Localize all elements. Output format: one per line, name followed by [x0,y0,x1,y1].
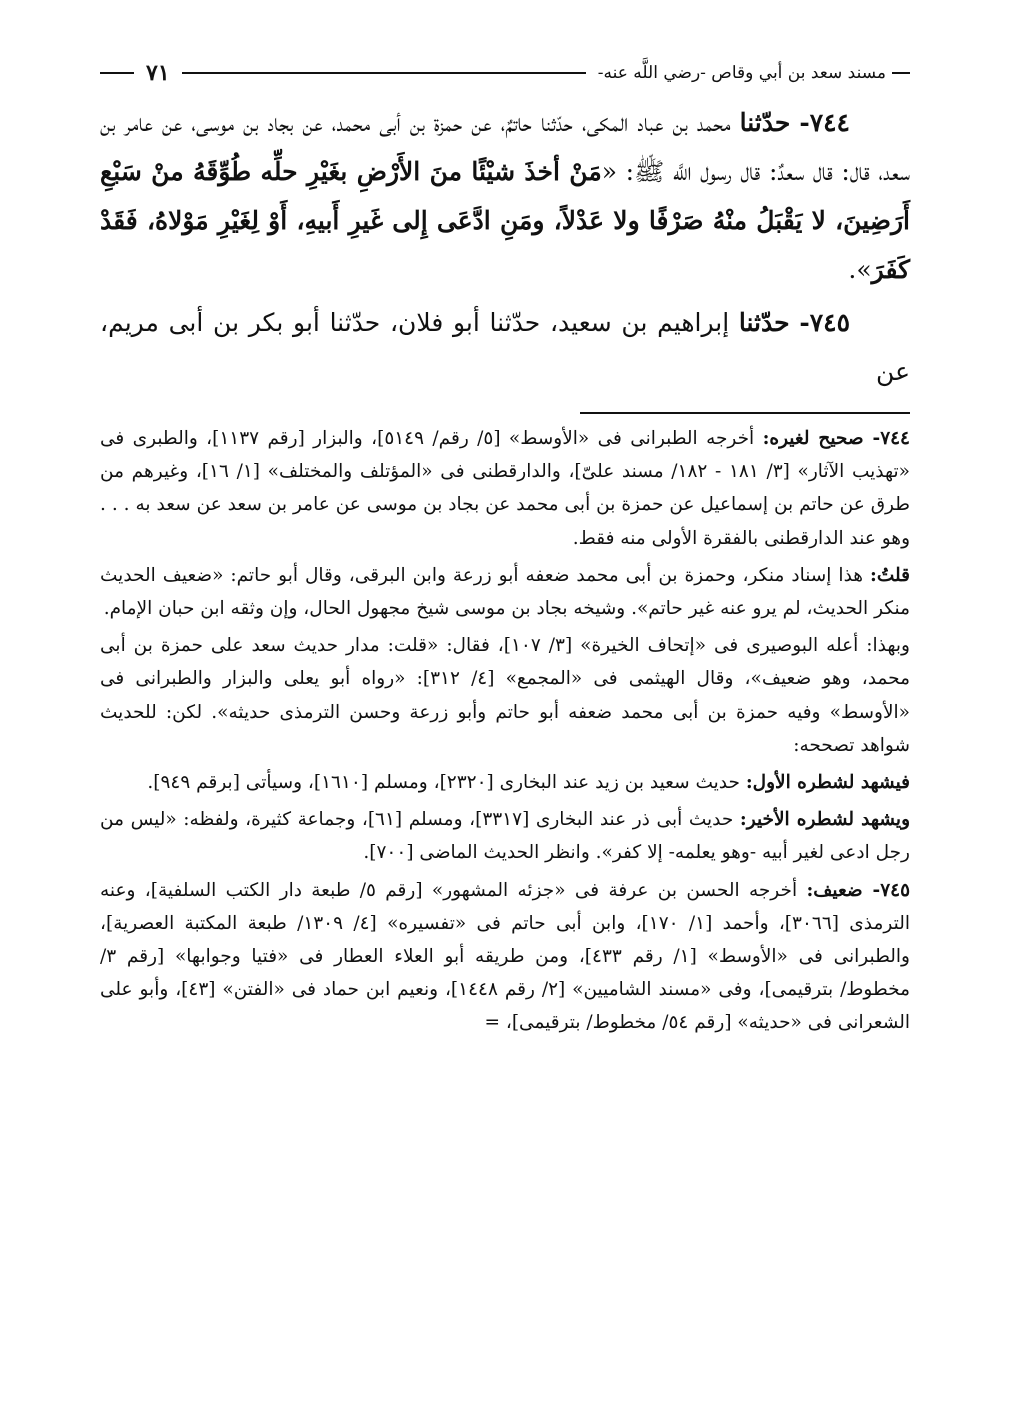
page-number: ٧١ [146,60,170,86]
footnote-qultu [100,559,910,625]
footnote-text: حديث أبى ذر عند البخارى [٣٣١٧]، ومسلم [٦١]، وجماعة كثيرة، ولفظه: «ليس من رجل ادعى لغير أبيه -وهو يعلمه- إلا كفر». وانظر الحديث الماضى [٧٠٠]. [100,809,910,864]
footnote-text: أخرجه الحسن بن عرفة فى «جزئه المشهور» [رقم ٥/ طبعة دار الكتب السلفية]، وعنه الترمذى [٣٠٦٦]، وأحمد [١/ ١٧٠]، وابن أبى حاتم فى «تفسيره» [٤/ ١٣٠٩/ طبعة المكتبة العصرية]، والطبرانى فى «الأوسط» [١/ رقم ٤٣٣]، ومن طريقه أبو العلاء العطار فى «فتيا وجوابها» [رقم ٣/ مخطوط/ بترقيمى]، وفى «مسند الشاميين» [٢/ رقم ١٤٤٨]، ونعيم ابن حماد فى «الفتن» [٤٣]، وأبو على الشعرانى فى «حديثه» [رقم ٥٤/ مخطوط/ بترقيمى]، = [100,879,911,1034]
running-header [100,60,910,86]
footnote-label: ويشهد لشطره الأخير: [739,809,911,831]
hadith-isnad: محمد بن عباد المكى، حدّثنا حاتمٌ، عن حمزة بن أبى محمد، عن بجاد بن موسى، عن عامر بن سعد، قال: قال سعدٌ: قال رسول اللَّه ﷺ: « [100,108,910,186]
page [100,60,910,1040]
footnote-label: فيشهد لشطره الأول: [745,772,910,794]
footnote-wabihadha [100,629,910,762]
header-dash [892,72,910,74]
hadith-close: ». [848,255,872,284]
footnote-745 [100,874,910,1040]
header-dash [100,72,134,74]
header-rule [182,72,586,74]
main-text [100,98,910,396]
hadith-744 [100,98,910,294]
hadith-number: ٧٤٥- [799,308,851,337]
footnotes [100,422,910,1040]
hadith-intro: حدّثنا [739,108,791,137]
hadith-number: ٧٤٤- [799,108,850,137]
running-title: مسند سعد بن أبي وقاص -رضي اللَّه عنه- [597,63,886,83]
footnote-separator [580,412,910,414]
footnote-shahid-1 [100,766,910,799]
hadith-intro: حدّثنا [738,308,790,337]
footnote-label: ٧٤٥- ضعيف: [806,879,911,901]
footnote-text: هذا إسناد منكر، وحمزة بن أبى محمد ضعفه أبو زرعة وابن البرقى، وقال أبو حاتم: «ضعيف الحديث منكر الحديث، لم يرو عنه غير حاتم». وشيخه بجاد بن موسى شيخ مجهول الحال، وإن وثقه ابن حبان الإمام. [100,564,910,620]
footnote-744 [100,422,910,555]
footnote-label: قلتُ: [870,564,910,586]
footnote-label: ٧٤٤- صحيح لغيره: [762,428,910,449]
footnote-text: أخرجه الطبرانى فى «الأوسط» [٥/ رقم/ ٥١٤٩]، والبزار [رقم ١١٣٧]، والطبرى فى «تهذيب الآثار» [٣/ ١٨١ - ١٨٢/ مسند علىّ]، والدارقطنى فى «المؤتلف والمختلف» [١/ ١٦]، وغيرهم من طرق عن حاتم بن إسماعيل عن حمزة بن أبى محمد عن بجاد بن موسى عن عامر بن سعد عن سعد به . . . وهو عند الدارقطنى بالفقرة الأولى منه فقط. [100,428,910,549]
hadith-isnad: إبراهيم بن سعيد، حدّثنا أبو فلان، حدّثنا أبو بكر بن أبى مريم، عن [100,308,910,386]
hadith-745 [100,298,910,396]
hadith-matn: مَنْ أخذَ شيْئًا منَ الأَرْضِ بغَيْرِ حلِّه طُوِّقَهُ منْ سَبْعِ أَرَضِينَ، لا يَقْبَلُ منْهُ صَرْفًا ولا عَدْلاً، ومَنِ ادَّعَى إِلى غَيرِ أَبيهِ، أَوْ لِغَيْرِ مَوْلاهُ، فَقَدْ كَفَرَ [100,157,910,284]
footnote-shahid-2 [100,803,910,869]
footnote-text: وبهذا: أعله البوصيرى فى «إتحاف الخيرة» [٣/ ١٠٧]، فقال: «قلت: مدار حديث سعد على حمزة بن أبى محمد، وهو ضعيف»، وقال الهيثمى فى «المجمع» [٤/ ٣١٢]: «رواه أبو يعلى والبزار والطبرانى فى «الأوسط» وفيه حمزة بن أبى محمد ضعفه أبو حاتم وأبو زرعة وحسن الترمذى حديثه». لكن: للحديث شواهد تصححه: [100,635,910,756]
footnote-text: حديث سعيد بن زيد عند البخارى [٢٣٢٠]، ومسلم [١٦١٠]، وسيأتى [برقم ٩٤٩]. [147,772,740,794]
